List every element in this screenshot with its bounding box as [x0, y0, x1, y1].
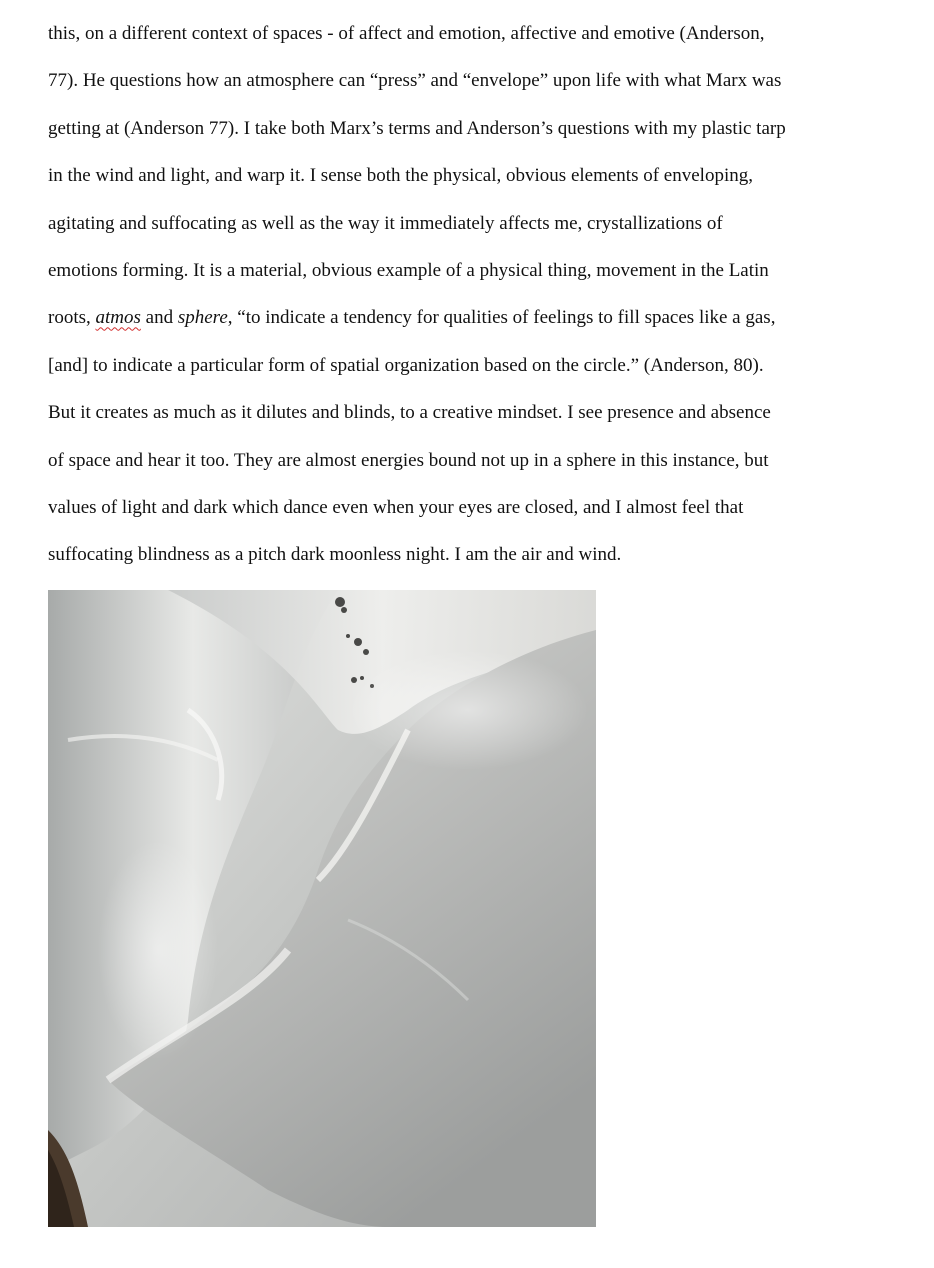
- text-line: 77). He questions how an atmosphere can “press” and “envelope” upon life with what Marx was: [48, 70, 782, 92]
- text-line: agitating and suffocating as well as the way it immediately affects me, crystallizations of: [48, 212, 723, 234]
- tarp-photo-illustration: [48, 590, 596, 1227]
- misspelled-word[interactable]: atmos: [95, 307, 141, 329]
- text-line: of space and hear it too. They are almost energies bound not up in a sphere in this instance, but: [48, 449, 769, 471]
- italic-word: sphere: [177, 307, 228, 329]
- text-fragment: , “to indicate a tendency for qualities of feelings to fill spaces like a gas,: [227, 307, 776, 329]
- text-fragment: roots,: [48, 307, 96, 329]
- text-line: values of light and dark which dance even when your eyes are closed, and I almost feel that: [48, 496, 744, 518]
- text-line: [and] to indicate a particular form of spatial organization based on the circle.” (Anderson, 80).: [48, 354, 764, 376]
- text-fragment: and: [140, 307, 178, 329]
- body-paragraph: [48, 10, 878, 579]
- plastic-tarp-photo[interactable]: [48, 590, 596, 1227]
- text-line: [48, 294, 878, 341]
- text-line: But it creates as much as it dilutes and blinds, to a creative mindset. I see presence and absence: [48, 402, 771, 424]
- text-line: getting at (Anderson 77). I take both Marx’s terms and Anderson’s questions with my plastic tarp: [48, 117, 786, 139]
- text-line: in the wind and light, and warp it. I sense both the physical, obvious elements of enveloping,: [48, 165, 753, 187]
- text-line: emotions forming. It is a material, obvious example of a physical thing, movement in the Latin: [48, 259, 769, 281]
- text-line: this, on a different context of spaces - of affect and emotion, affective and emotive (Anderson,: [48, 23, 765, 44]
- text-line: suffocating blindness as a pitch dark moonless night. I am the air and wind.: [48, 544, 622, 566]
